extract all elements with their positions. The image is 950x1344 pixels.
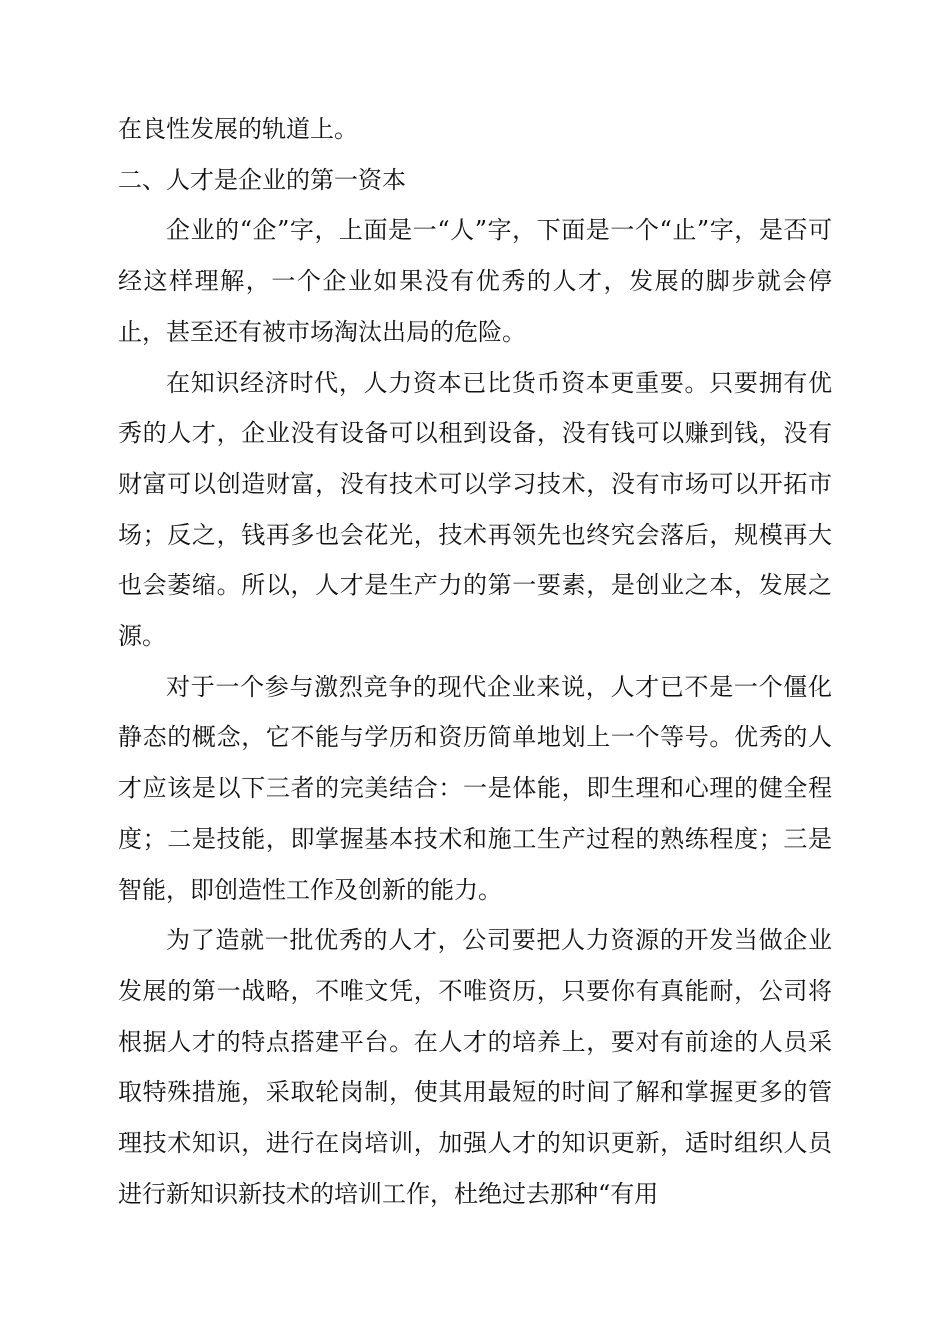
paragraph-3: 对于一个参与激烈竞争的现代企业来说，人才已不是一个僵化静态的概念，它不能与学历和资历简单地划上一个等号。优秀的人才应该是以下三者的完美结合：一是体能，即生理和心理的健全程度；二是技能，即掌握基本技术和施工生产过程的熟练程度；三是智能，即创造性工作及创新的能力。 [118,672,832,904]
document-page [118,104,832,1219]
paragraph-4: 为了造就一批优秀的人才，公司要把人力资源的开发当做企业发展的第一战略，不唯文凭，不唯资历，只要你有真能耐，公司将根据人才的特点搭建平台。在人才的培养上，要对有前途的人员采取特殊措施，采取轮岗制，使其用最短的时间了解和掌握更多的管理技术知识，进行在岗培训，加强人才的知识更新，适时组织人员进行新知识新技术的培训工作，杜绝过去那种“有用 [118,926,832,1208]
paragraph-1: 企业的“企”字，上面是一“人”字，下面是一个“止”字，是否可经这样理解，一个企业如果没有优秀的人才，发展的脚步就会停止，甚至还有被市场淘汰出局的危险。 [118,216,832,346]
section-heading: 二、人才是企业的第一资本 [118,165,406,194]
continuation-text: 在良性发展的轨道上。 [118,115,358,143]
paragraph-2: 在知识经济时代，人力资本已比货币资本更重要。只要拥有优秀的人才，企业没有设备可以租到设备，没有钱可以赚到钱，没有财富可以创造财富，没有技术可以学习技术，没有市场可以开拓市场；反之，钱再多也会花光，技术再领先也终究会落后，规模再大也会萎缩。所以，人才是生产力的第一要素，是创业之本，发展之源。 [118,368,832,651]
